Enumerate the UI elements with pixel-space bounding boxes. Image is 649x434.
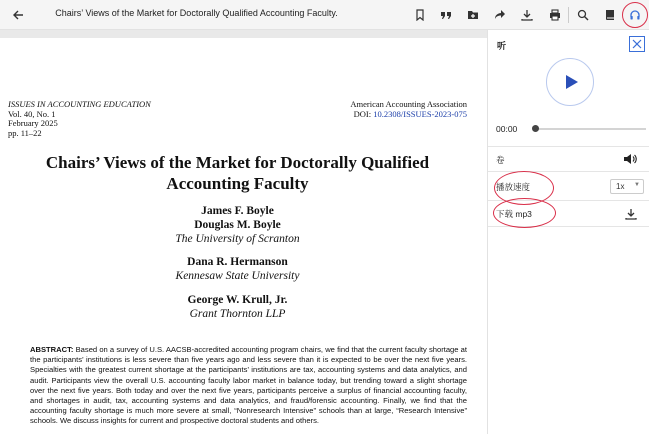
speed-value: 1x <box>616 182 625 191</box>
publisher-info <box>350 100 467 119</box>
close-button[interactable] <box>629 36 645 52</box>
progress-slider[interactable] <box>534 128 646 130</box>
abstract-text: Based on a survey of U.S. AACSB-accredited accounting program chairs, we find that the current faculty shortage at the participants’ institutions is less severe than five years ago and less severe than it is expected to be over the next five years. Specialties with the greatest current shortage at the participants’ institutions are tax, accounting systems and data analytics, and audit. Participants view the overall U.S. accounting faculty labor market in balance today, but trending toward a slight shortage over the next five years. Both today and over the next five years, participants perceive a surplus of financial accounting faculty, and shortages in audit, tax, accounting systems and data analytics, and fraud/forensic accounting. Finally, we find that the accounting faculty shortage is much more severe at small, “Nonresearch Intensive” schools than at large, “Research Intensive” schools. We discuss insights for current and prospective doctoral students and others. <box>30 345 467 426</box>
add-folder-icon[interactable] <box>463 5 483 25</box>
volume-label: 卷 <box>496 155 505 165</box>
journal-name: ISSUES IN ACCOUNTING EDUCATION <box>8 99 151 109</box>
bookmark-icon[interactable] <box>410 5 430 25</box>
back-arrow-icon[interactable] <box>8 5 28 25</box>
close-icon <box>632 39 642 49</box>
quote-icon[interactable] <box>436 5 456 25</box>
play-icon <box>564 74 580 90</box>
author-group-1 <box>0 204 475 246</box>
volume-icon[interactable] <box>623 152 637 166</box>
divider <box>488 146 649 147</box>
chevron-down-icon: ▼ <box>634 182 640 188</box>
author-name: James F. Boyle <box>201 205 274 217</box>
author-affiliation: Kennesaw State University <box>175 270 300 282</box>
headphones-icon <box>629 9 641 21</box>
share-icon[interactable] <box>490 5 510 25</box>
speed-label: 播放速度 <box>496 182 531 192</box>
current-time: 00:00 <box>496 124 518 134</box>
pdf-page <box>0 38 487 434</box>
paper-title-line-2: Accounting Faculty <box>166 174 309 193</box>
search-icon[interactable] <box>573 5 593 25</box>
paper-title-line-1: Chairs’ Views of the Market for Doctorally Qualified <box>45 153 430 172</box>
abstract <box>30 345 467 427</box>
headphones-button[interactable] <box>622 2 648 28</box>
author-affiliation: Grant Thornton LLP <box>189 308 286 320</box>
progress-handle[interactable] <box>532 125 539 132</box>
download-mp3-label[interactable]: 下载 mp3 <box>496 209 532 219</box>
author-name: George W. Krull, Jr. <box>187 294 288 306</box>
document-title: Chairs’ Views of the Market for Doctorally Qualified Accounting Faculty. <box>55 8 338 18</box>
journal-info <box>8 100 151 138</box>
journal-pages: pp. 11–22 <box>8 127 42 138</box>
author-name: Douglas M. Boyle <box>194 219 281 231</box>
journal-date: February 2025 <box>8 118 58 128</box>
play-button[interactable] <box>546 58 594 106</box>
author-affiliation: The University of Scranton <box>175 233 300 245</box>
download-icon[interactable] <box>517 5 537 25</box>
doi-prefix: DOI: <box>353 108 374 119</box>
print-icon[interactable] <box>545 5 565 25</box>
abstract-label: ABSTRACT: <box>30 345 74 354</box>
book-icon[interactable] <box>600 5 620 25</box>
author-name: Dana R. Hermanson <box>187 256 288 268</box>
publisher-name: American Accounting Association <box>350 99 467 109</box>
speed-select[interactable] <box>610 179 644 194</box>
highlight-circle-download <box>493 198 556 228</box>
author-group-2 <box>0 255 475 283</box>
listen-panel <box>487 30 649 434</box>
toolbar-divider <box>568 7 569 23</box>
document-viewer[interactable] <box>0 30 487 434</box>
paper-title <box>0 152 475 194</box>
journal-volume: Vol. 40, No. 1 <box>8 108 56 119</box>
doi-link[interactable]: 10.2308/ISSUES-2023-075 <box>373 108 467 119</box>
top-toolbar <box>0 0 649 30</box>
panel-title: 听 <box>497 41 507 51</box>
author-group-3 <box>0 293 475 321</box>
download-mp3-icon[interactable] <box>625 208 637 220</box>
